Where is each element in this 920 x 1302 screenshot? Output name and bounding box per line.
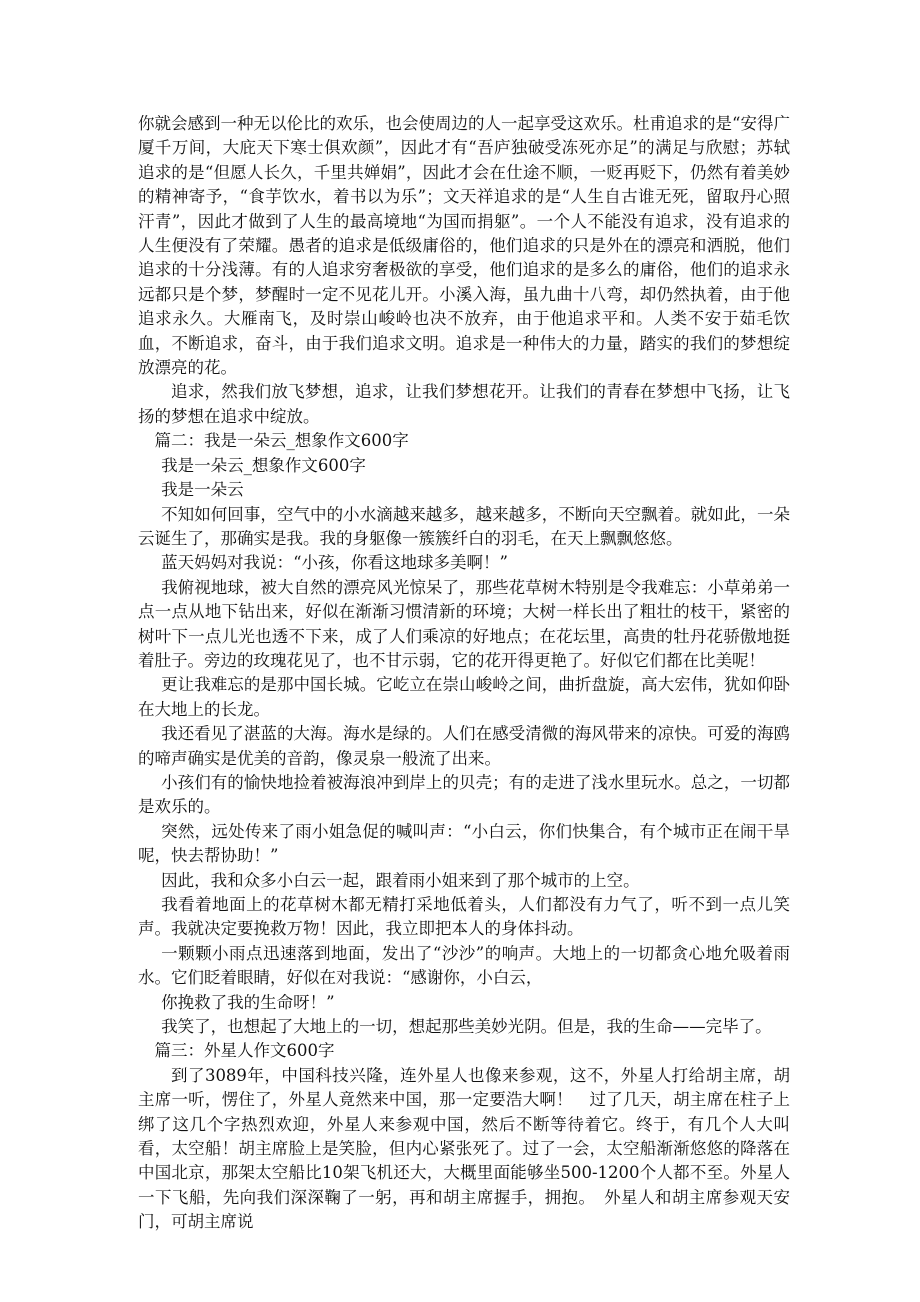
document-body [138, 112, 790, 1235]
paragraph: 小孩们有的愉快地捡着被海浪冲到岸上的贝壳；有的走进了浅水里玩水。总之，一切都是欢乐的。 [138, 772, 790, 817]
paragraph: 突然，远处传来了雨小姐急促的喊叫声：“小白云，你们快集合，有个城市正在闹干旱呢，快去帮协助！” [138, 821, 790, 866]
paragraph: 我笑了，也想起了大地上的一切，想起那些美妙光阴。但是，我的生命——完毕了。 [161, 1017, 772, 1037]
paragraph: 我俯视地球，被大自然的漂亮风光惊呆了，那些花草树木特别是令我难忘：小草弟弟一点一点从地下钻出来，好似在渐渐习惯清新的环境；大树一样长出了粗壮的枝干，紧密的树叶下一点儿光也透不下来，成了人们乘凉的好地点；在花坛里，高贵的牡丹花骄傲地挺着肚子。旁边的玫瑰花见了，也不甘示弱，它的花开得更艳了。好似它们都在比美呢！ [138, 577, 790, 670]
paragraph: 不知如何回事，空气中的小水滴越来越多，越来越多，不断向天空飘着。就如此，一朵云诞生了，那确实是我。我的身躯像一簇簇纤白的羽毛，在天上飘飘悠悠。 [138, 504, 790, 548]
paragraph: 更让我难忘的是那中国长城。它屹立在崇山峻岭之间，曲折盘旋，高大宏伟，犹如仰卧在大地上的长龙。 [138, 675, 790, 719]
section-heading: 篇二：我是一朵云_想象作文600字 [154, 431, 409, 451]
paragraph: 到了3089年，中国科技兴隆，连外星人也像来参观，这不，外星人打给胡主席，胡主席一听，愣住了，外星人竟然来中国，那一定要浩大啊！ 过了几天，胡主席在柱子上绑了这几个字热烈欢迎，外星人来参观中国，然后不断等待着它。终于，有几个人大叫看，太空船！胡主席脸上是笑脸，但内心紧张死了。过了一会，太空船渐渐悠悠的降落在中国北京，那架太空船比10架飞机还大，大概里面能够坐500-1200个人都不至。外星人一下飞船，先向我们深深鞠了一躬，再和胡主席握手，拥抱。 外星人和胡主席参观天安门，可胡主席说 [138, 1065, 790, 1232]
paragraph: 蓝天妈妈对我说：“小孩，你看这地球多美啊！” [161, 553, 508, 573]
paragraph: 你就会感到一种无以伦比的欢乐，也会使周边的人一起享受这欢乐。杜甫追求的是“安得广厦千万间，大庇天下寒士俱欢颜”，因此才有“吾庐独破受冻死亦足”的满足与欣慰；苏轼追求的是“但愿人长久，千里共婵娟”，因此才会在仕途不顺，一贬再贬下，仍然有着美妙的精神寄予，“食芋饮水，着书以为乐”；文天祥追求的是“人生自古谁无死，留取丹心照汗青”，因此才做到了人生的最高境地“为国而捐躯”。一个人不能没有追求，没有追求的人生便没有了荣耀。愚者的追求是低级庸俗的，他们追求的只是外在的漂亮和洒脱，他们追求的十分浅薄。有的人追求穷奢极欲的享受，他们追求的是多么的庸俗，他们的追求永远都只是个梦，梦醒时一定不见花儿开。小溪入海，虽九曲十八弯，却仍然执着，由于他追求永久。大雁南飞，及时崇山峻岭也决不放弃，由于他追求平和。人类不安于茹毛饮血，不断追求，奋斗，由于我们追求文明。追求是一种伟大的力量，踏实的我们的梦想绽放漂亮的花。 [138, 114, 790, 378]
paragraph: 我是一朵云_想象作文600字 [161, 455, 366, 475]
paragraph: 我还看见了湛蓝的大海。海水是绿的。人们在感受清微的海风带来的凉快。可爱的海鸥的啼声确实是优美的音韵，像灵泉一般流了出来。 [138, 724, 790, 768]
paragraph: 一颗颗小雨点迅速落到地面，发出了“沙沙”的响声。大地上的一切都贪心地允吸着雨水。它们眨着眼睛，好似在对我说：“感谢你，小白云， [138, 943, 790, 988]
section-heading: 篇三：外星人作文600字 [154, 1041, 335, 1061]
paragraph: 你挽救了我的生命呀！” [161, 992, 335, 1012]
paragraph: 追求，然我们放飞梦想，追求，让我们梦想花开。让我们的青春在梦想中飞扬，让飞扬的梦想在追求中绽放。 [138, 382, 790, 426]
paragraph: 我看着地面上的花草树木都无精打采地低着头，人们都没有力气了，听不到一点儿笑声。我就决定要挽救万物！因此，我立即把本人的身体抖动。 [138, 895, 790, 939]
paragraph: 因此，我和众多小白云一起，跟着雨小姐来到了那个城市的上空。 [161, 870, 640, 890]
paragraph: 我是一朵云 [161, 480, 244, 500]
